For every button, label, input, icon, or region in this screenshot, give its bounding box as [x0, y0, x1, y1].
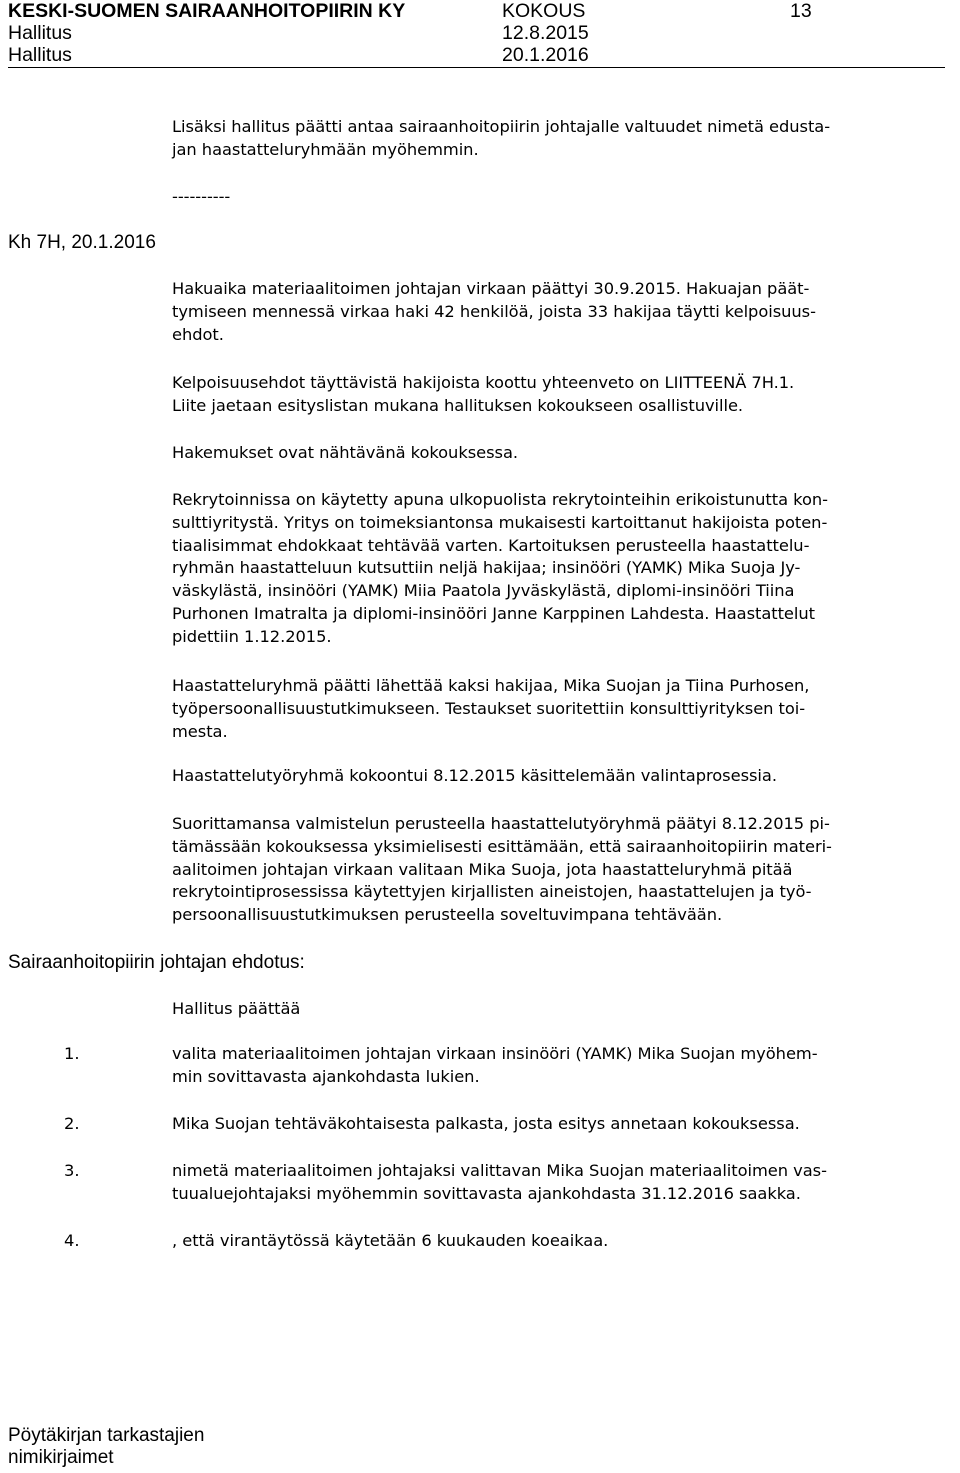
text-line: persoonallisuustutkimuksen perusteella soveltuvimpana tehtävään. [172, 905, 723, 925]
text-line: jan haastatteluryhmään myöhemmin. [172, 139, 479, 159]
page-number: 13 [790, 0, 812, 22]
text-line: työpersoonallisuustutkimukseen. Testaukset suoritettiin konsulttiyrityksen toi- [172, 698, 806, 718]
list-item [172, 1113, 800, 1136]
header-row-date: 20.1.2016 [502, 44, 589, 66]
footer-label: Pöytäkirjan tarkastajien [8, 1425, 205, 1446]
text-line: , että virantäytössä käytetään 6 kuukauden koeaikaa. [172, 1231, 609, 1250]
text-line: väskylästä, insinööri (YAMK) Miia Paatola Jyväskylästä, diplomi-insinööri Tiina [172, 581, 795, 601]
decision-intro: Hallitus päättää [172, 999, 301, 1018]
list-item-number: 4. [64, 1231, 80, 1250]
paragraph [172, 442, 518, 465]
separator: ---------- [172, 187, 231, 206]
header-row-date: 12.8.2015 [502, 22, 589, 44]
text-line: min sovittavasta ajankohdasta lukien. [172, 1066, 480, 1086]
text-line: tymiseen mennessä virkaa haki 42 henkilöä, joista 33 hakijaa täytti kelpoisuus- [172, 301, 816, 321]
text-line: Mika Suojan tehtäväkohtaisesta palkasta, josta esitys annetaan kokouksessa. [172, 1114, 800, 1133]
list-item-number: 2. [64, 1114, 80, 1133]
text-line: Hakuaika materiaalitoimen johtajan virkaan päättyi 30.9.2015. Hakuajan päät- [172, 279, 810, 298]
text-line: Purhonen Imatralta ja diplomi-insinööri Janne Karppinen Lahdesta. Haastattelut [172, 603, 815, 623]
text-line: Hakemukset ovat nähtävänä kokouksessa. [172, 443, 519, 462]
text-line: Haastatteluryhmä päätti lähettää kaksi hakijaa, Mika Suojan ja Tiina Purhosen, [172, 676, 810, 695]
text-line: Haastattelutyöryhmä kokoontui 8.12.2015 käsittelemään valintaprosessia. [172, 766, 777, 785]
header-row-label: Hallitus [8, 22, 72, 44]
header-row-label: Hallitus [8, 44, 72, 66]
text-line: rekrytointiprosessissa käytettyjen kirjallisten aineistojen, haastattelujen ja työ- [172, 882, 812, 902]
list-item [172, 1160, 827, 1206]
text-line: valita materiaalitoimen johtajan virkaan insinööri (YAMK) Mika Suojan myöhem- [172, 1044, 818, 1063]
text-line: nimetä materiaalitoimen johtajaksi valittavan Mika Suojan materiaalitoimen vas- [172, 1161, 827, 1180]
text-line: ryhmän haastatteluun kutsuttiin neljä hakijaa; insinööri (YAMK) Mika Suoja Jy- [172, 558, 801, 578]
intro-paragraph [172, 116, 830, 162]
org-name: KESKI-SUOMEN SAIRAANHOITOPIIRIN KY [8, 0, 406, 22]
header-rule [8, 67, 945, 68]
text-line: Liite jaetaan esityslistan mukana hallituksen kokoukseen osallistuville. [172, 395, 744, 415]
text-line: sulttiyritystä. Yritys on toimeksiantonsa mukaisesti kartoittanut hakijoista poten- [172, 512, 828, 532]
text-line: Kelpoisuusehdot täyttävistä hakijoista koottu yhteenveto on LIITTEENÄ 7H.1. [172, 373, 795, 392]
text-line: pidettiin 1.12.2015. [172, 626, 332, 646]
paragraph [172, 765, 777, 788]
paragraph [172, 813, 832, 927]
text-line: tämässään kokouksessa yksimielisesti esittämään, että sairaanhoitopiirin materi- [172, 836, 832, 856]
paragraph [172, 675, 809, 743]
section-label: Kh 7H, 20.1.2016 [8, 232, 156, 253]
list-item-number: 1. [64, 1044, 80, 1063]
text-line: Suorittamansa valmistelun perusteella haastattelutyöryhmä päätyi 8.12.2015 pi- [172, 814, 830, 833]
paragraph [172, 278, 816, 346]
list-item [172, 1230, 608, 1253]
doc-type: KOKOUS [502, 0, 586, 22]
text-line: mesta. [172, 721, 228, 741]
paragraph [172, 489, 828, 649]
list-item-number: 3. [64, 1161, 80, 1180]
paragraph [172, 372, 794, 418]
proposal-label: Sairaanhoitopiirin johtajan ehdotus: [8, 952, 305, 973]
text-line: Rekrytoinnissa on käytetty apuna ulkopuolista rekrytointeihin erikoistunutta kon- [172, 490, 828, 509]
text-line: tiaalisimmat ehdokkaat tehtävää varten. Kartoituksen perusteella haastattelu- [172, 535, 810, 555]
text-line: Lisäksi hallitus päätti antaa sairaanhoitopiirin johtajalle valtuudet nimetä edusta- [172, 117, 831, 136]
text-line: aalitoimen johtajan virkaan valitaan Mika Suoja, jota haastatteluryhmä pitää [172, 859, 793, 879]
text-line: ehdot. [172, 324, 224, 344]
footer-label: nimikirjaimet [8, 1447, 114, 1468]
list-item [172, 1043, 818, 1089]
text-line: tuualuejohtajaksi myöhemmin sovittavasta ajankohdasta 31.12.2016 saakka. [172, 1183, 801, 1203]
